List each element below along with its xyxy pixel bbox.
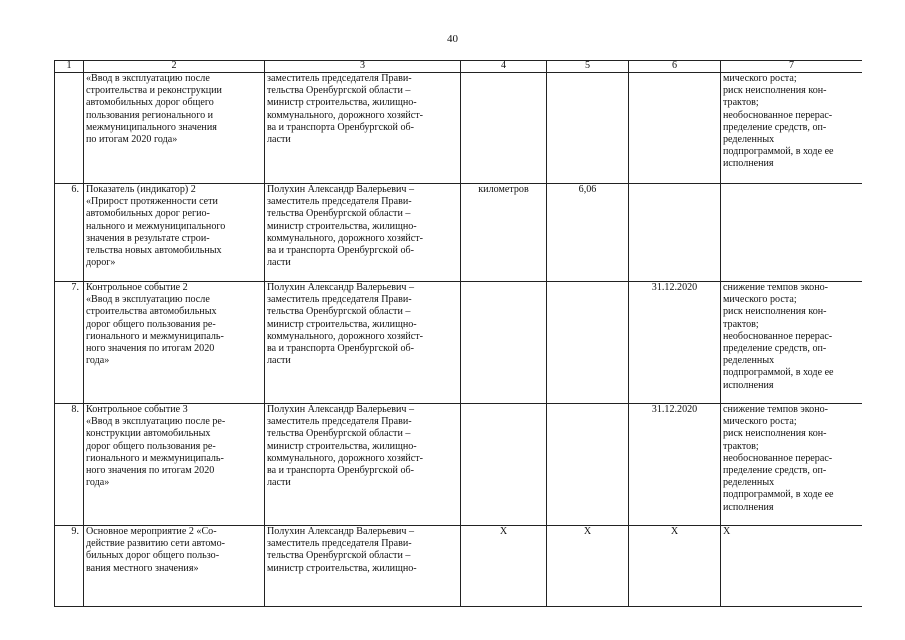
text-line: межмуниципального значения (86, 121, 217, 133)
responsible-person-cell (265, 404, 461, 526)
text-line: года» (86, 355, 110, 367)
row-number-cell: 8. (55, 404, 84, 526)
text-line: тельства Оренбургской области – (267, 208, 411, 220)
text-line: трактов; (723, 318, 759, 330)
text-line: Полухин Александр Валерьевич – (267, 404, 415, 415)
row-number-cell: 6. (55, 184, 84, 282)
responsible-person-cell (265, 73, 461, 184)
text-line: коммунального, дорожного хозяйст- (267, 330, 424, 342)
text-line: коммунального, дорожного хозяйст- (267, 232, 424, 244)
deadline-cell (629, 73, 721, 184)
row-number-cell: 9. (55, 526, 84, 607)
text-line: риск неисполнения кон- (723, 306, 827, 318)
text-line: министр строительства, жилищно- (267, 440, 417, 452)
event-name-cell (84, 526, 265, 607)
text-line: бильных дорог общего пользо- (86, 550, 220, 562)
text-line: трактов; (723, 440, 759, 452)
table-row (55, 282, 863, 404)
column-header: 4 (461, 61, 547, 73)
text-line: тельства Оренбургской области – (267, 306, 411, 318)
table-row (55, 73, 863, 184)
column-number-row (55, 61, 863, 73)
text-line: гионального и межмуниципаль- (86, 452, 224, 464)
text-line: снижение темпов эконо- (723, 282, 829, 293)
unit-cell (461, 282, 547, 404)
risks-cell (721, 73, 863, 184)
page-number: 40 (447, 33, 458, 45)
text-line: ласти (267, 257, 291, 269)
text-line: дорог общего пользования ре- (86, 440, 216, 452)
text-line: мического роста; (723, 73, 797, 84)
text-line: ного значения по итогам 2020 (86, 343, 215, 355)
risks-cell (721, 404, 863, 526)
row-number-cell (55, 73, 84, 184)
text-line: риск неисполнения кон- (723, 428, 827, 440)
value-cell: 6,06 (547, 184, 629, 282)
text-line: Полухин Александр Валерьевич – (267, 184, 415, 195)
text-line: гионального и межмуниципаль- (86, 330, 224, 342)
text-line: заместитель председателя Прави- (267, 294, 412, 306)
text-line: ласти (267, 477, 291, 489)
table-row (55, 526, 863, 607)
text-line: автомобильных дорог регио- (86, 208, 210, 220)
table-row (55, 184, 863, 282)
responsible-person-cell (265, 184, 461, 282)
text-line: Контрольное событие 3 (86, 404, 188, 415)
text-line: заместитель председателя Прави- (267, 538, 412, 550)
row-number-cell: 7. (55, 282, 84, 404)
text-line: заместитель председателя Прави- (267, 73, 412, 84)
text-line: трактов; (723, 97, 759, 109)
text-line: необоснованное перерас- (723, 109, 833, 121)
text-line: ределенных (723, 355, 775, 367)
text-line: подпрограммой, в ходе ее (723, 146, 834, 158)
deadline-cell (629, 184, 721, 282)
text-line: заместитель председателя Прави- (267, 416, 412, 428)
risks-cell (721, 282, 863, 404)
text-line: дорог общего пользования ре- (86, 318, 216, 330)
text-line: Показатель (индикатор) 2 (86, 184, 196, 195)
text-line: тельства новых автомобильных (86, 245, 222, 257)
text-line: мического роста; (723, 416, 797, 428)
text-line: ва и транспорта Оренбургской об- (267, 121, 414, 133)
text-line: тельства Оренбургской области – (267, 550, 411, 562)
text-line: ределенных (723, 477, 775, 489)
unit-cell (461, 73, 547, 184)
text-line: строительства автомобильных (86, 306, 217, 318)
responsible-person-cell (265, 526, 461, 607)
text-line: коммунального, дорожного хозяйст- (267, 109, 424, 121)
text-line: пределение средств, оп- (723, 465, 827, 477)
column-header: 5 (547, 61, 629, 73)
text-line: исполнения (723, 501, 774, 513)
text-line: строительства и реконструкции (86, 85, 222, 97)
text-line: министр строительства, жилищно- (267, 562, 417, 574)
text-line: необоснованное перерас- (723, 452, 833, 464)
text-line: ределенных (723, 134, 775, 146)
text-line: министр строительства, жилищно- (267, 318, 417, 330)
text-line: вания местного значения» (86, 562, 199, 574)
value-cell (547, 73, 629, 184)
text-line: ва и транспорта Оренбургской об- (267, 245, 414, 257)
unit-cell: X (461, 526, 547, 607)
text-line: «Ввод в эксплуатацию после (86, 73, 210, 84)
text-line: министр строительства, жилищно- (267, 220, 417, 232)
text-line: подпрограммой, в ходе ее (723, 367, 834, 379)
text-line: необоснованное перерас- (723, 330, 833, 342)
value-cell (547, 282, 629, 404)
risks-cell (721, 526, 863, 607)
text-line: тельства Оренбургской области – (267, 85, 411, 97)
text-line: Контрольное событие 2 (86, 282, 188, 293)
table-row (55, 404, 863, 526)
text-line: по итогам 2020 года» (86, 134, 178, 146)
column-header: 3 (265, 61, 461, 73)
event-name-cell (84, 404, 265, 526)
text-line: X (723, 526, 731, 537)
text-line: министр строительства, жилищно- (267, 97, 417, 109)
column-header: 6 (629, 61, 721, 73)
value-cell (547, 404, 629, 526)
text-line: исполнения (723, 379, 774, 391)
text-line: «Ввод в эксплуатацию после ре- (86, 416, 226, 428)
text-line: «Прирост протяженности сети (86, 196, 218, 208)
text-line: Полухин Александр Валерьевич – (267, 526, 415, 537)
text-line: пределение средств, оп- (723, 343, 827, 355)
text-line: дорог» (86, 257, 116, 269)
text-line: ва и транспорта Оренбургской об- (267, 343, 414, 355)
text-line: исполнения (723, 158, 774, 170)
event-name-cell (84, 282, 265, 404)
text-line: Основное мероприятие 2 «Со- (86, 526, 217, 537)
deadline-cell: 31.12.2020 (629, 282, 721, 404)
text-line: «Ввод в эксплуатацию после (86, 294, 210, 306)
text-line: мического роста; (723, 294, 797, 306)
deadline-cell: 31.12.2020 (629, 404, 721, 526)
text-line: года» (86, 477, 110, 489)
unit-cell (461, 404, 547, 526)
unit-cell: километров (461, 184, 547, 282)
text-line: конструкции автомобильных (86, 428, 211, 440)
risks-cell (721, 184, 863, 282)
text-line: коммунального, дорожного хозяйст- (267, 452, 424, 464)
text-line: ласти (267, 134, 291, 146)
deadline-cell: X (629, 526, 721, 607)
text-line: подпрограммой, в ходе ее (723, 489, 834, 501)
text-line: значения в результате строи- (86, 232, 210, 244)
text-line: ва и транспорта Оренбургской об- (267, 465, 414, 477)
text-line: ного значения по итогам 2020 (86, 465, 215, 477)
text-line: заместитель председателя Прави- (267, 196, 412, 208)
column-header: 2 (84, 61, 265, 73)
text-line: ласти (267, 355, 291, 367)
table-container (54, 60, 862, 640)
text-line: нального и межмуниципального (86, 220, 226, 232)
value-cell: X (547, 526, 629, 607)
plan-table (54, 60, 862, 607)
text-line: пределение средств, оп- (723, 121, 827, 133)
text-line: пользования регионального и (86, 109, 214, 121)
event-name-cell (84, 73, 265, 184)
event-name-cell (84, 184, 265, 282)
text-line: снижение темпов эконо- (723, 404, 829, 415)
text-line: действие развитию сети автомо- (86, 538, 225, 550)
text-line: автомобильных дорог общего (86, 97, 214, 109)
column-header: 1 (55, 61, 84, 73)
text-line: Полухин Александр Валерьевич – (267, 282, 415, 293)
column-header: 7 (721, 61, 863, 73)
text-line: риск неисполнения кон- (723, 85, 827, 97)
responsible-person-cell (265, 282, 461, 404)
text-line: тельства Оренбургской области – (267, 428, 411, 440)
